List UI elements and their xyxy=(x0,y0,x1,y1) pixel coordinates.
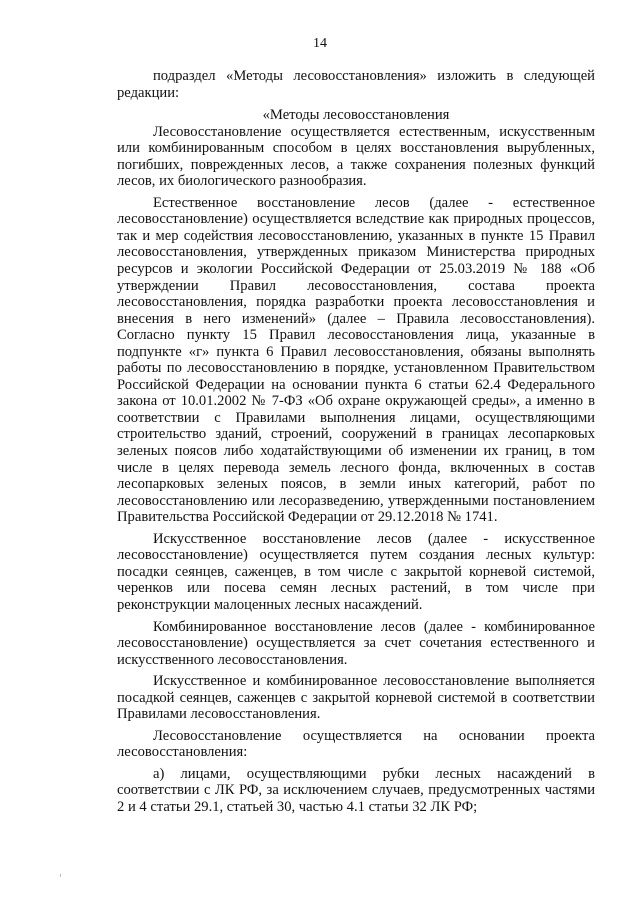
paragraph-project-basis: Лесовосстановление осуществляется на основании проекта лесовосстановления: xyxy=(117,727,595,761)
page-number: 14 xyxy=(313,36,327,51)
paragraph-combined: Комбинированное восстановление лесов (далее - комбинированное лесовосстановление) осуществляется за счет сочетания естественного и искусственного лесовосстановления. xyxy=(117,618,595,668)
document-body xyxy=(117,68,595,816)
paragraph-artificial: Искусственное восстановление лесов (далее - искусственное лесовосстановление) осуществляется путем создания лесных культур: посадки сеянцев, саженцев, в том числе с закрытой корневой системой, черенков или посева семян лесных растений, в том числе при реконструкции малоценных лесных насаждений. xyxy=(117,530,595,613)
paragraph-methods: Лесовосстановление осуществляется естественным, искусственным или комбинированным способом в целях восстановления вырубленных, погибших, поврежденных лесов, а также сохранения полезных функций лесов, их биологического разнообразия. xyxy=(117,123,595,190)
paragraph-intro: подраздел «Методы лесовосстановления» изложить в следующей редакции: xyxy=(117,68,595,101)
scan-mark xyxy=(60,874,61,877)
paragraph-planting: Искусственное и комбинированное лесовосстановление выполняется посадкой сеянцев, саженцев с закрытой корневой системой в соответствии Правилами лесовосстановления. xyxy=(117,673,595,723)
paragraph-natural: Естественное восстановление лесов (далее - естественное лесовосстановление) осуществляется вследствие как природных процессов, так и мер содействия лесовосстановлению, указанных в пункте 15 Правил лесовосстановления, утвержденных приказом Министерства природных ресурсов и экологии Российской Федерации от 25.03.2019 № 188 «Об утверждении Правил лесовосстановления, состава проекта лесовосстановления, порядка разработки проекта лесовосстановления и внесения в него изменений» (далее – Правила лесовосстановления). Согласно пункту 15 Правил лесовосстановления лица, указанные в подпункте «г» пункта 6 Правил лесовосстановления, обязаны выполнять работы по лесовосстановлению в порядке, установленном Правительством Российской Федерации на основании пункта 6 статьи 62.4 Федерального закона от 10.01.2002 № 7-ФЗ «Об охране окружающей среды», а именно в соответствии с Правилами выполнения лицами, осуществляющими строительство зданий, строений, сооружений в границах лесопарковых зеленых поясов либо ходатайствующими об изменении их границ, в том числе в целях перевода земель лесного фонда, включенных в состав лесопарковых зеленых поясов, в земли иных категорий, работ по лесовосстановлению или лесоразведению, утвержденными постановлением Правительства Российской Федерации от 29.12.2018 № 1741. xyxy=(117,194,595,526)
section-title: «Методы лесовосстановления xyxy=(262,107,450,124)
paragraph-item-a: а) лицами, осуществляющими рубки лесных насаждений в соответствии с ЛК РФ, за исключением случаев, предусмотренных частями 2 и 4 статьи 29.1, статьей 30, частью 4.1 статьи 32 ЛК РФ; xyxy=(117,765,595,815)
